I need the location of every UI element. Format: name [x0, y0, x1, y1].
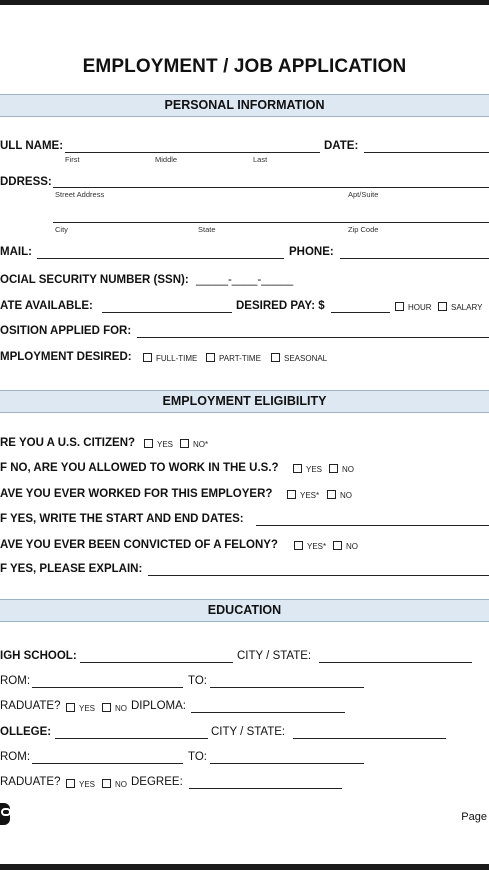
phone-label: PHONE:: [289, 246, 334, 258]
high-school-label: IGH SCHOOL:: [0, 650, 77, 662]
college-to-label: TO:: [188, 751, 207, 763]
degree-label: DEGREE:: [131, 776, 183, 788]
salary-label: SALARY: [451, 303, 483, 312]
allowed-yes-label: YES: [306, 465, 323, 474]
middle-name-caption: Middle: [155, 155, 178, 164]
college-field[interactable]: [55, 738, 208, 739]
high-school-field[interactable]: [80, 662, 233, 663]
hs-city-state-label: CITY / STATE:: [237, 650, 312, 662]
start-end-dates-field[interactable]: [256, 525, 489, 526]
allowed-yes-checkbox[interactable]: [293, 464, 302, 473]
position-field[interactable]: [137, 337, 489, 338]
citizen-yes-option[interactable]: [144, 439, 173, 449]
citizen-yes-label: YES: [157, 440, 174, 449]
college-graduate-yes-label: YES: [79, 780, 96, 789]
felony-question: AVE YOU EVER BEEN CONVICTED OF A FELONY?: [0, 539, 278, 551]
desired-pay-field[interactable]: [331, 312, 390, 313]
college-to-field[interactable]: [210, 763, 364, 764]
page-label: Page: [461, 811, 487, 823]
ssn-label: OCIAL SECURITY NUMBER (SSN):: [0, 274, 189, 286]
college-graduate-label: RADUATE?: [0, 776, 61, 788]
felony-no-option[interactable]: [333, 541, 358, 551]
college-city-state-label: CITY / STATE:: [211, 726, 286, 738]
college-from-field[interactable]: [32, 763, 183, 764]
degree-field[interactable]: [189, 788, 342, 789]
first-name-caption: First: [65, 155, 80, 164]
employment-desired-label: MPLOYMENT DESIRED:: [0, 351, 132, 363]
college-graduate-no-option[interactable]: [102, 779, 127, 789]
state-caption: State: [198, 225, 216, 234]
hour-checkbox[interactable]: [395, 302, 404, 311]
worked-no-label: NO: [340, 491, 352, 500]
full-time-label: FULL-TIME: [156, 354, 198, 363]
section-employment-eligibility: EMPLOYMENT ELIGIBILITY: [0, 390, 489, 413]
section-education: EDUCATION: [0, 599, 489, 622]
worked-yes-option[interactable]: [287, 490, 319, 500]
section-personal-information: PERSONAL INFORMATION: [0, 94, 489, 117]
college-label: OLLEGE:: [0, 726, 52, 738]
date-available-field[interactable]: [102, 312, 232, 313]
salary-checkbox[interactable]: [438, 302, 447, 311]
hs-graduate-no-option[interactable]: [102, 703, 127, 713]
diploma-label: DIPLOMA:: [131, 700, 186, 712]
allowed-no-label: NO: [342, 465, 354, 474]
felony-yes-label: YES*: [307, 542, 327, 551]
felony-yes-option[interactable]: [294, 541, 326, 551]
zip-code-caption: Zip Code: [348, 225, 379, 234]
desired-pay-label: DESIRED PAY: $: [236, 300, 325, 312]
email-field[interactable]: [37, 258, 284, 259]
hour-label: HOUR: [408, 303, 432, 312]
hs-to-label: TO:: [188, 675, 207, 687]
apt-suite-caption: Apt/Suite: [348, 190, 379, 199]
felony-no-label: NO: [346, 542, 358, 551]
worked-no-option[interactable]: [327, 490, 352, 500]
hs-graduate-yes-checkbox[interactable]: [66, 703, 75, 712]
allowed-no-checkbox[interactable]: [329, 464, 338, 473]
hs-graduate-no-checkbox[interactable]: [102, 703, 111, 712]
hs-graduate-yes-option[interactable]: [66, 703, 95, 713]
bottom-border: [0, 864, 489, 870]
full-time-checkbox[interactable]: [143, 353, 152, 362]
worked-before-question: AVE YOU EVER WORKED FOR THIS EMPLOYER?: [0, 488, 273, 500]
citizen-no-label: NO*: [193, 440, 209, 449]
us-citizen-question: RE YOU A U.S. CITIZEN?: [0, 437, 136, 449]
hs-graduate-label: RADUATE?: [0, 700, 61, 712]
city-caption: City: [55, 225, 68, 234]
hour-option[interactable]: [395, 302, 432, 312]
college-graduate-no-checkbox[interactable]: [102, 779, 111, 788]
seasonal-label: SEASONAL: [284, 354, 328, 363]
felony-no-checkbox[interactable]: [333, 541, 342, 550]
street-address-field[interactable]: [53, 187, 489, 188]
explain-field[interactable]: [148, 575, 489, 576]
allowed-yes-option[interactable]: [293, 464, 322, 474]
hs-from-label: ROM:: [0, 675, 31, 687]
college-graduate-yes-checkbox[interactable]: [66, 779, 75, 788]
explain-label: F YES, PLEASE EXPLAIN:: [0, 563, 143, 575]
hs-graduate-no-label: NO: [115, 704, 127, 713]
college-graduate-yes-option[interactable]: [66, 779, 95, 789]
part-time-option[interactable]: [206, 353, 261, 363]
part-time-label: PART-TIME: [219, 354, 261, 363]
position-label: OSITION APPLIED FOR:: [0, 325, 132, 337]
city-state-zip-field[interactable]: [53, 222, 489, 223]
citizen-yes-checkbox[interactable]: [144, 439, 153, 448]
allowed-no-option[interactable]: [329, 464, 354, 474]
full-name-label: ULL NAME:: [0, 140, 64, 152]
email-label: MAIL:: [0, 246, 32, 258]
citizen-no-option[interactable]: [180, 439, 208, 449]
college-from-label: ROM:: [0, 751, 31, 763]
start-end-dates-label: F YES, WRITE THE START AND END DATES:: [0, 513, 244, 525]
address-label: DDRESS:: [0, 176, 52, 188]
ssn-field[interactable]: _____-____-_____: [196, 274, 294, 286]
last-name-caption: Last: [253, 155, 268, 164]
hs-to-field[interactable]: [210, 687, 364, 688]
phone-field[interactable]: [340, 258, 489, 259]
worked-yes-checkbox[interactable]: [287, 490, 296, 499]
date-label: DATE:: [324, 140, 359, 152]
date-field[interactable]: [364, 152, 489, 153]
form-title: EMPLOYMENT / JOB APPLICATION: [82, 56, 407, 77]
hs-from-field[interactable]: [32, 687, 183, 688]
felony-yes-checkbox[interactable]: [294, 541, 303, 550]
seasonal-checkbox[interactable]: [271, 353, 280, 362]
seasonal-option[interactable]: [271, 353, 327, 363]
diploma-field[interactable]: [191, 712, 345, 713]
worked-no-checkbox[interactable]: [327, 490, 336, 499]
date-available-label: ATE AVAILABLE:: [0, 300, 93, 312]
full-name-field[interactable]: [65, 152, 320, 153]
part-time-checkbox[interactable]: [206, 353, 215, 362]
college-city-state-field[interactable]: [293, 738, 446, 739]
hs-city-state-field[interactable]: [319, 662, 472, 663]
college-graduate-no-label: NO: [115, 780, 127, 789]
allowed-to-work-question: F NO, ARE YOU ALLOWED TO WORK IN THE U.S.?: [0, 462, 279, 474]
brand-logo-mark-icon: [1, 808, 11, 816]
citizen-no-checkbox[interactable]: [180, 439, 189, 448]
salary-option[interactable]: [438, 302, 482, 312]
top-border: [0, 0, 489, 5]
hs-graduate-yes-label: YES: [79, 704, 96, 713]
full-time-option[interactable]: [143, 353, 197, 363]
worked-yes-label: YES*: [300, 491, 320, 500]
street-address-caption: Street Address: [55, 190, 105, 199]
